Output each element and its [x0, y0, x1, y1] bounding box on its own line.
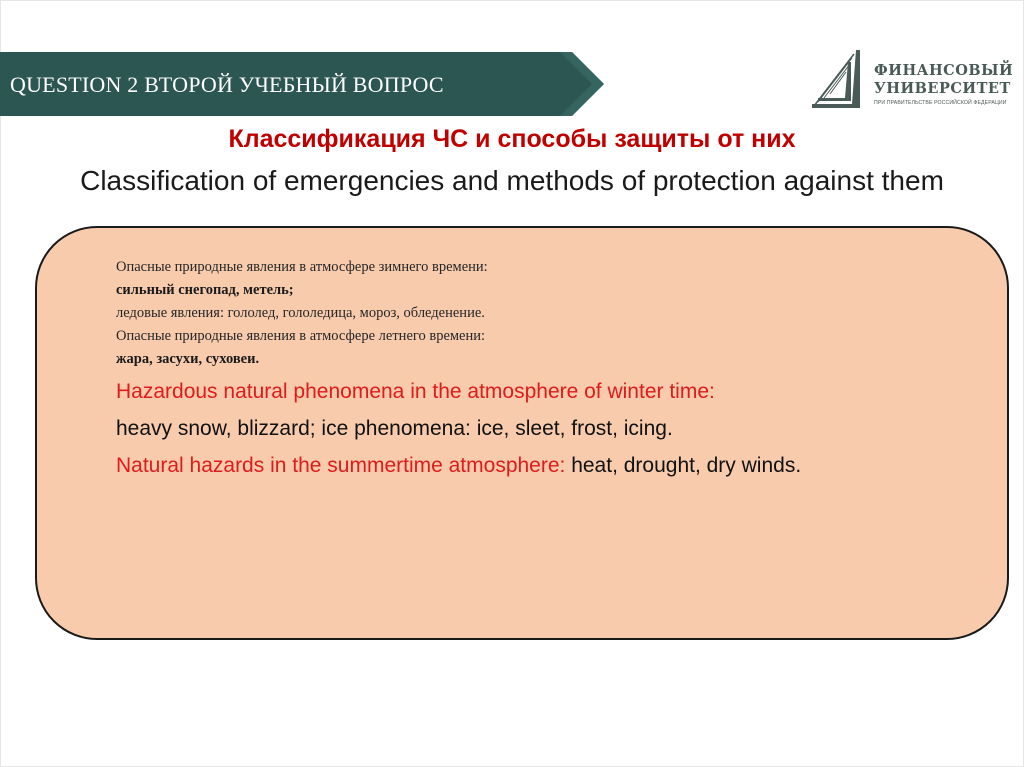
slide-title-en: Classification of emergencies and methods of protection against them: [80, 165, 944, 196]
ru-winter-heading: Опасные природные явления в атмосфере зимнего времени:: [116, 259, 488, 275]
ru-summer-items: жара, засухи, суховеи.: [116, 351, 260, 367]
question-banner: [0, 52, 604, 116]
en-winter-heading: Hazardous natural phenomena in the atmosphere of winter time:: [116, 380, 715, 403]
banner-title: QUESTION 2 ВТОРОЙ УЧЕБНЫЙ ВОПРОС: [10, 72, 444, 97]
en-summer-line: [116, 447, 996, 484]
university-building-logo-icon: [808, 48, 878, 112]
logo-text-line3: ПРИ ПРАВИТЕЛЬСТВЕ РОССИЙСКОЙ ФЕДЕРАЦИИ: [874, 100, 1007, 106]
en-winter-items: heavy snow, blizzard; ice phenomena: ice, sleet, frost, icing.: [116, 417, 673, 440]
ru-summer-heading: Опасные природные явления в атмосфере летнего времени:: [116, 328, 486, 344]
logo-text-line2: УНИВЕРСИТЕТ: [874, 80, 1011, 97]
ru-winter-items: сильный снегопад, метель;: [116, 282, 294, 298]
content-text: [116, 256, 996, 484]
slide-title-ru: Классификация ЧС и способы защиты от них: [228, 125, 796, 153]
ru-ice-phenomena: ледовые явления: гололед, гололедица, мороз, обледенение.: [116, 305, 485, 321]
en-summer-heading: Natural hazards in the summertime atmosphere:: [116, 454, 566, 477]
university-logo: [808, 48, 1014, 114]
logo-text-line1: ФИНАНСОВЫЙ: [874, 62, 1014, 79]
en-summer-items: heat, drought, dry winds.: [565, 454, 802, 477]
